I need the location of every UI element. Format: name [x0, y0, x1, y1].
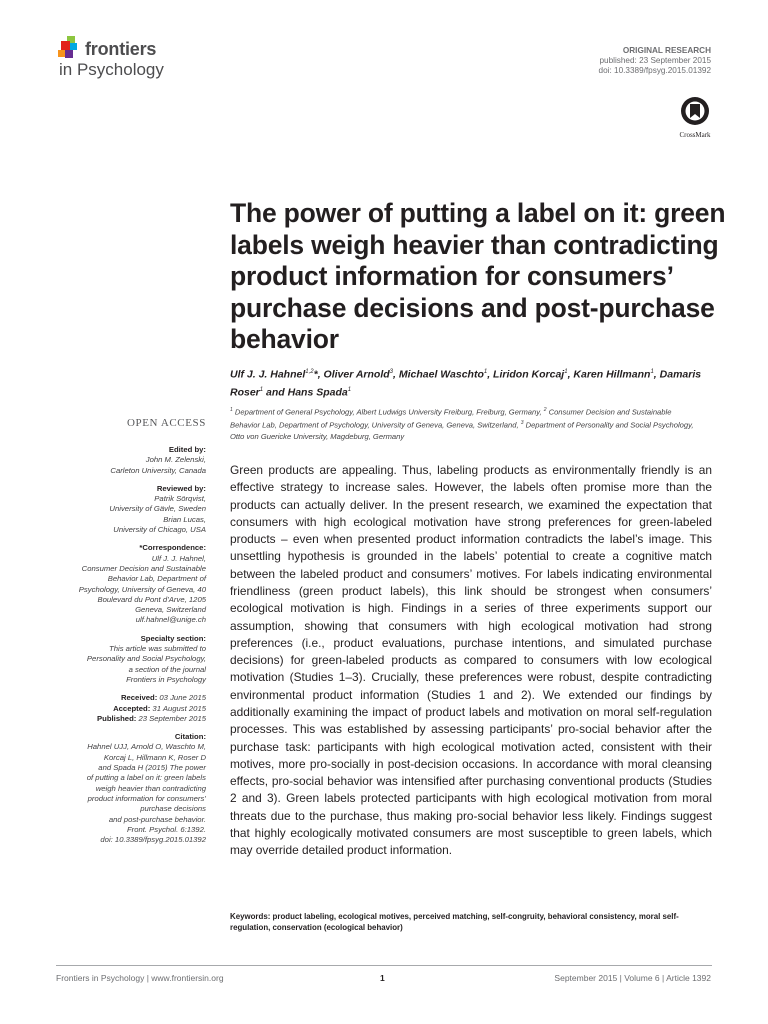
keywords	[230, 911, 712, 933]
footer-journal-link[interactable]: Frontiers in Psychology | www.frontiersin.org	[56, 973, 224, 983]
journal-logo	[58, 34, 228, 84]
author-name[interactable]: Michael Waschto	[398, 368, 484, 381]
author-affiliation-mark: 1	[650, 369, 654, 375]
sidebar-line: University of Gävle, Sweden	[109, 504, 206, 514]
open-access-label: OPEN ACCESS	[126, 417, 206, 429]
sidebar-line: Carleton University, Canada	[110, 465, 206, 475]
author-name[interactable]: Damaris Roser	[230, 368, 702, 398]
author-name[interactable]: Oliver Arnold	[323, 368, 390, 381]
published-date-sidebar: Published: 23 September 2015	[97, 713, 206, 723]
author-affiliation-mark: 1	[564, 369, 568, 375]
author-separator: ,	[487, 368, 494, 381]
sidebar-line: a section of the journal	[128, 664, 206, 674]
accepted-date: Accepted: 31 August 2015	[113, 703, 206, 713]
affiliations	[230, 405, 700, 443]
specialty-lines	[50, 644, 206, 685]
keywords-list: product labeling, ecological motives, perceived matching, self-congruity, behavioral consistency, moral self-regulation, conservation (ecological behavior)	[230, 912, 679, 932]
sidebar-line: Personality and Social Psychology,	[86, 654, 206, 664]
keywords-label: Keywords:	[230, 912, 271, 921]
frontiers-logo-icon	[58, 36, 82, 62]
sidebar-line: weigh heavier than contradicting	[95, 783, 206, 793]
sidebar-line: Psychology, University of Geneva, 40	[78, 584, 206, 594]
affiliation-mark: 1	[230, 407, 233, 413]
author-separator: ,	[393, 368, 399, 381]
sidebar-line: purchase decisions	[140, 804, 206, 814]
reviewed-by-heading: Reviewed by:	[156, 483, 206, 493]
correspondence-lines	[50, 554, 206, 626]
sidebar-line: Front. Psychol. 6:1392.	[126, 824, 206, 834]
logo-word-frontiers: frontiers	[85, 39, 157, 59]
sidebar-line: Hahnel UJJ, Arnold O, Waschto M,	[87, 742, 206, 752]
author-separator: ,	[567, 368, 574, 381]
sidebar-line: Behavior Lab, Department of	[107, 574, 206, 584]
affiliation-mark: 2	[543, 407, 547, 413]
sidebar-line: Ulf J. J. Hahnel,	[151, 553, 206, 563]
author-separator: ,	[653, 368, 660, 381]
footer-issue-info: September 2015 | Volume 6 | Article 1392	[554, 973, 711, 983]
page-number: 1	[380, 973, 385, 983]
sidebar-line: Geneva, Switzerland	[135, 605, 206, 615]
author-name[interactable]: Karen Hillmann	[573, 368, 651, 381]
sidebar-line: Consumer Decision and Sustainable	[81, 563, 206, 573]
author-affiliation-mark: 1	[347, 386, 352, 393]
author-affiliation-mark: 3	[389, 369, 394, 375]
article-doi[interactable]: doi: 10.3389/fpsyg.2015.01392	[598, 66, 711, 75]
article-dates	[50, 693, 206, 724]
reviewed-by-lines	[50, 494, 206, 535]
citation-heading: Citation:	[174, 732, 206, 742]
citation-lines	[50, 742, 206, 845]
sidebar-line: Patrik Sörqvist,	[154, 494, 206, 504]
logo-word-journal: in Psychology	[59, 60, 164, 79]
article-title: The power of putting a label on it: green labels weigh heavier than contradicting product information for consumers’ purchase decisions and post-purchase behavior	[230, 198, 726, 354]
author-separator: *,	[313, 368, 324, 381]
crossmark-badge[interactable]	[675, 96, 715, 138]
affiliation-text: Department of General Psychology, Albert Ludwigs University Freiburg, Freiburg, Germany,	[232, 407, 544, 417]
sidebar-line: Boulevard du Pont d’Arve, 1205	[97, 594, 206, 604]
article-type: ORIGINAL RESEARCH	[622, 46, 711, 55]
specialty-heading: Specialty section:	[140, 633, 206, 643]
sidebar-line: University of Chicago, USA	[113, 525, 206, 535]
received-date: Received: 03 June 2015	[120, 693, 206, 703]
edited-by-lines	[50, 455, 206, 476]
sidebar-line[interactable]: ulf.hahnel@unige.ch	[135, 615, 206, 625]
published-date: published: 23 September 2015	[599, 56, 711, 65]
abstract-text: Green products are appealing. Thus, labeling products as environmentally friendly is an effective strategy to increase sales. However, the labels often promise more than the products can actually deliver. In the present research, we examined the expectation that consumers with high ecological motivation have strong preferences for green-labeled products – even when presented product information contradicts the label’s image. This unsettling hypothesis is grounded in the labels’ potential to create a cognitive match between the labeled product and consumers’ motives. For labels indicating environmental friendliness (green product labels), this link should be strongest when consumers’ ecological motivation is high. Findings in a series of three experiments support our assumption, showing that consumers with high ecological motivation had strong preferences (i.e., product evaluations, purchase intentions, and simulated purchase decisions) for green-labeled products as compared to consumers with low ecological motivation (Studies 1–3). Crucially, these preferences were robust, despite contradicting environmental product information (Studies 1 and 2). We extended our findings by additionally examining the impact of product labels and motivation on moral self-regulation processes. This was established by assessing participants’ pro-social behavior after the purchase task: participants with high ecological motivation acted, consistent with their motives, more pro-socially in post-decision occasions. In accordance with moral cleansing effects, pro-social behavior was intensified after purchasing conventional products (Studies 2 and 3). Green labels protected participants with high ecological motivation from moral threats due to the purchase, thus making pro-social behavior less likely. Findings suggest that highly ecologically motivated consumers are most susceptible to green labels, which may override detailed product information.	[230, 463, 712, 858]
sidebar-line: This article was submitted to	[109, 644, 206, 654]
sidebar-line: John M. Zelenski,	[145, 455, 206, 465]
author-list	[230, 365, 710, 400]
sidebar-line: and Spada H (2015) The power	[98, 763, 206, 773]
author-affiliation-mark: 1	[259, 386, 264, 393]
author-affiliation-mark: 1	[483, 369, 488, 375]
edited-by-heading: Edited by:	[168, 445, 206, 454]
sidebar-line: Korcaj L, Hillmann K, Roser D	[103, 752, 206, 762]
sidebar-line: of putting a label on it: green labels	[86, 773, 206, 783]
affiliation-text: Consumer Decision and Sustainable Behavior Lab, Department of Psychology, University of Geneva, Geneva, Switzerland,	[230, 407, 672, 430]
author-affiliation-mark: 1,2	[305, 369, 314, 375]
author-name[interactable]: Liridon Korcaj	[493, 368, 565, 381]
crossmark-icon	[680, 96, 710, 126]
sidebar-line[interactable]: doi: 10.3389/fpsyg.2015.01392	[100, 835, 206, 845]
footer-divider	[56, 965, 712, 966]
author-name[interactable]: Hans Spada	[287, 386, 348, 398]
sidebar-line: and post-purchase behavior.	[108, 814, 206, 824]
author-separator: and	[263, 386, 288, 398]
sidebar-line: Frontiers in Psychology	[126, 674, 206, 684]
correspondence-heading: *Correspondence:	[139, 543, 206, 553]
affiliation-mark: 3	[520, 420, 524, 427]
article-sidebar	[50, 445, 206, 845]
affiliation-text: Department of Personality and Social Psychology, Otto von Guericke University, Magdeburg, Germany	[230, 420, 694, 442]
crossmark-label: CrossMark	[679, 131, 711, 139]
sidebar-line: product information for consumers’	[87, 793, 206, 803]
author-name[interactable]: Ulf J. J. Hahnel	[230, 368, 306, 381]
article-meta	[599, 46, 711, 76]
sidebar-line: Brian Lucas,	[163, 514, 206, 524]
